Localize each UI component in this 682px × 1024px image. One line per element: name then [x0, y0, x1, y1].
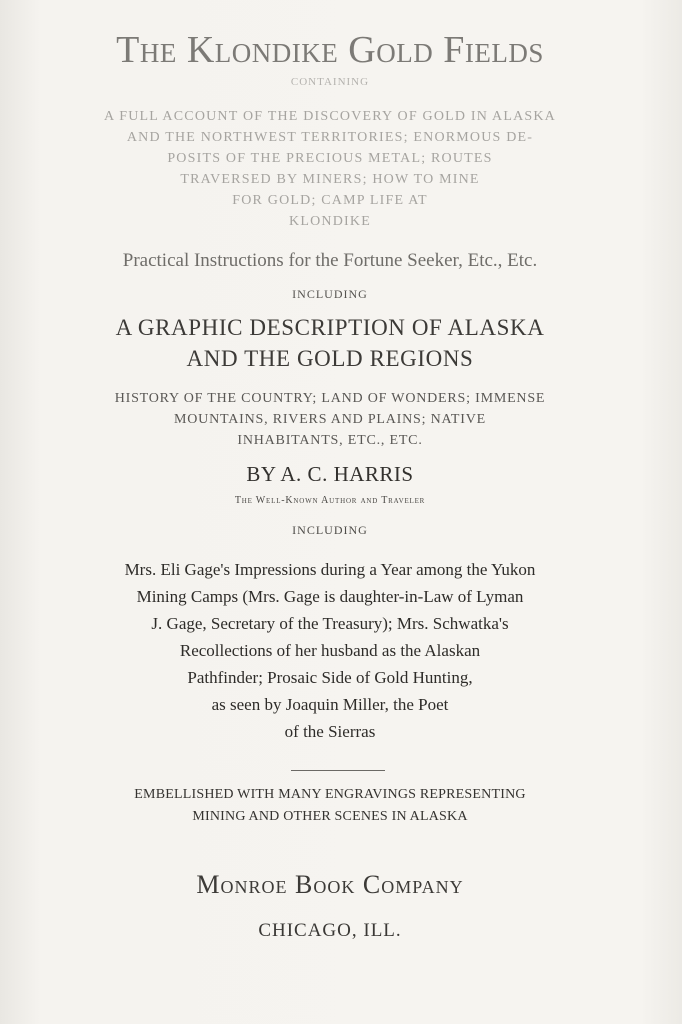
embellished-line: MINING AND OTHER SCENES IN ALASKA — [192, 809, 468, 824]
impressions-line: Recollections of her husband as the Alaskan — [179, 641, 481, 660]
impressions-line: Mining Camps (Mrs. Gage is daughter-in-Law of Lyman — [136, 587, 524, 606]
divider-rule — [291, 770, 385, 771]
impressions-line: Mrs. Eli Gage's Impressions during a Year among the Yukon — [124, 560, 536, 579]
heading-line: AND THE GOLD REGIONS — [186, 346, 474, 371]
impressions-line: Pathfinder; Prosaic Side of Gold Hunting, — [187, 668, 473, 687]
embellished-note — [20, 784, 640, 828]
history-line: INHABITANTS, ETC., ETC. — [237, 433, 423, 448]
including-label-2: INCLUDING — [292, 523, 368, 537]
history-line: HISTORY OF THE COUNTRY; LAND OF WONDERS; IMMENSE — [114, 391, 546, 406]
book-title: The Klondike Gold Fields — [116, 29, 544, 71]
publisher-city: CHICAGO, ILL. — [258, 920, 402, 941]
containing-label: CONTAINING — [290, 76, 370, 88]
summary-line: A FULL ACCOUNT OF THE DISCOVERY OF GOLD IN ALASKA — [103, 109, 556, 124]
publisher-name: Monroe Book Company — [196, 870, 464, 899]
summary-line: TRAVERSED BY MINERS; HOW TO MINE — [180, 172, 480, 187]
embellished-line: EMBELLISHED WITH MANY ENGRAVINGS REPRESENTING — [134, 787, 526, 802]
summary-line: KLONDIKE — [289, 214, 371, 229]
summary-line: FOR GOLD; CAMP LIFE AT — [232, 193, 428, 208]
impressions-line: as seen by Joaquin Miller, the Poet — [211, 695, 449, 714]
practical-instructions: Practical Instructions for the Fortune Seeker, Etc., Etc. — [122, 250, 538, 271]
history-summary — [20, 388, 640, 451]
heading-line: A GRAPHIC DESCRIPTION OF ALASKA — [115, 315, 545, 340]
contents-summary — [20, 106, 640, 232]
including-label: INCLUDING — [292, 287, 368, 301]
impressions-line: of the Sierras — [284, 722, 376, 741]
impressions-line: J. Gage, Secretary of the Treasury); Mrs. Schwatka's — [151, 614, 509, 633]
summary-line: AND THE NORTHWEST TERRITORIES; ENORMOUS DE- — [126, 130, 534, 145]
author-byline: BY A. C. HARRIS — [246, 462, 414, 486]
history-line: MOUNTAINS, RIVERS AND PLAINS; NATIVE — [174, 412, 486, 427]
summary-line: POSITS OF THE PRECIOUS METAL; ROUTES — [167, 151, 493, 166]
graphic-description-heading — [20, 312, 640, 374]
impressions-paragraph — [20, 556, 640, 745]
author-note: The Well-Known Author and Traveler — [234, 495, 426, 506]
